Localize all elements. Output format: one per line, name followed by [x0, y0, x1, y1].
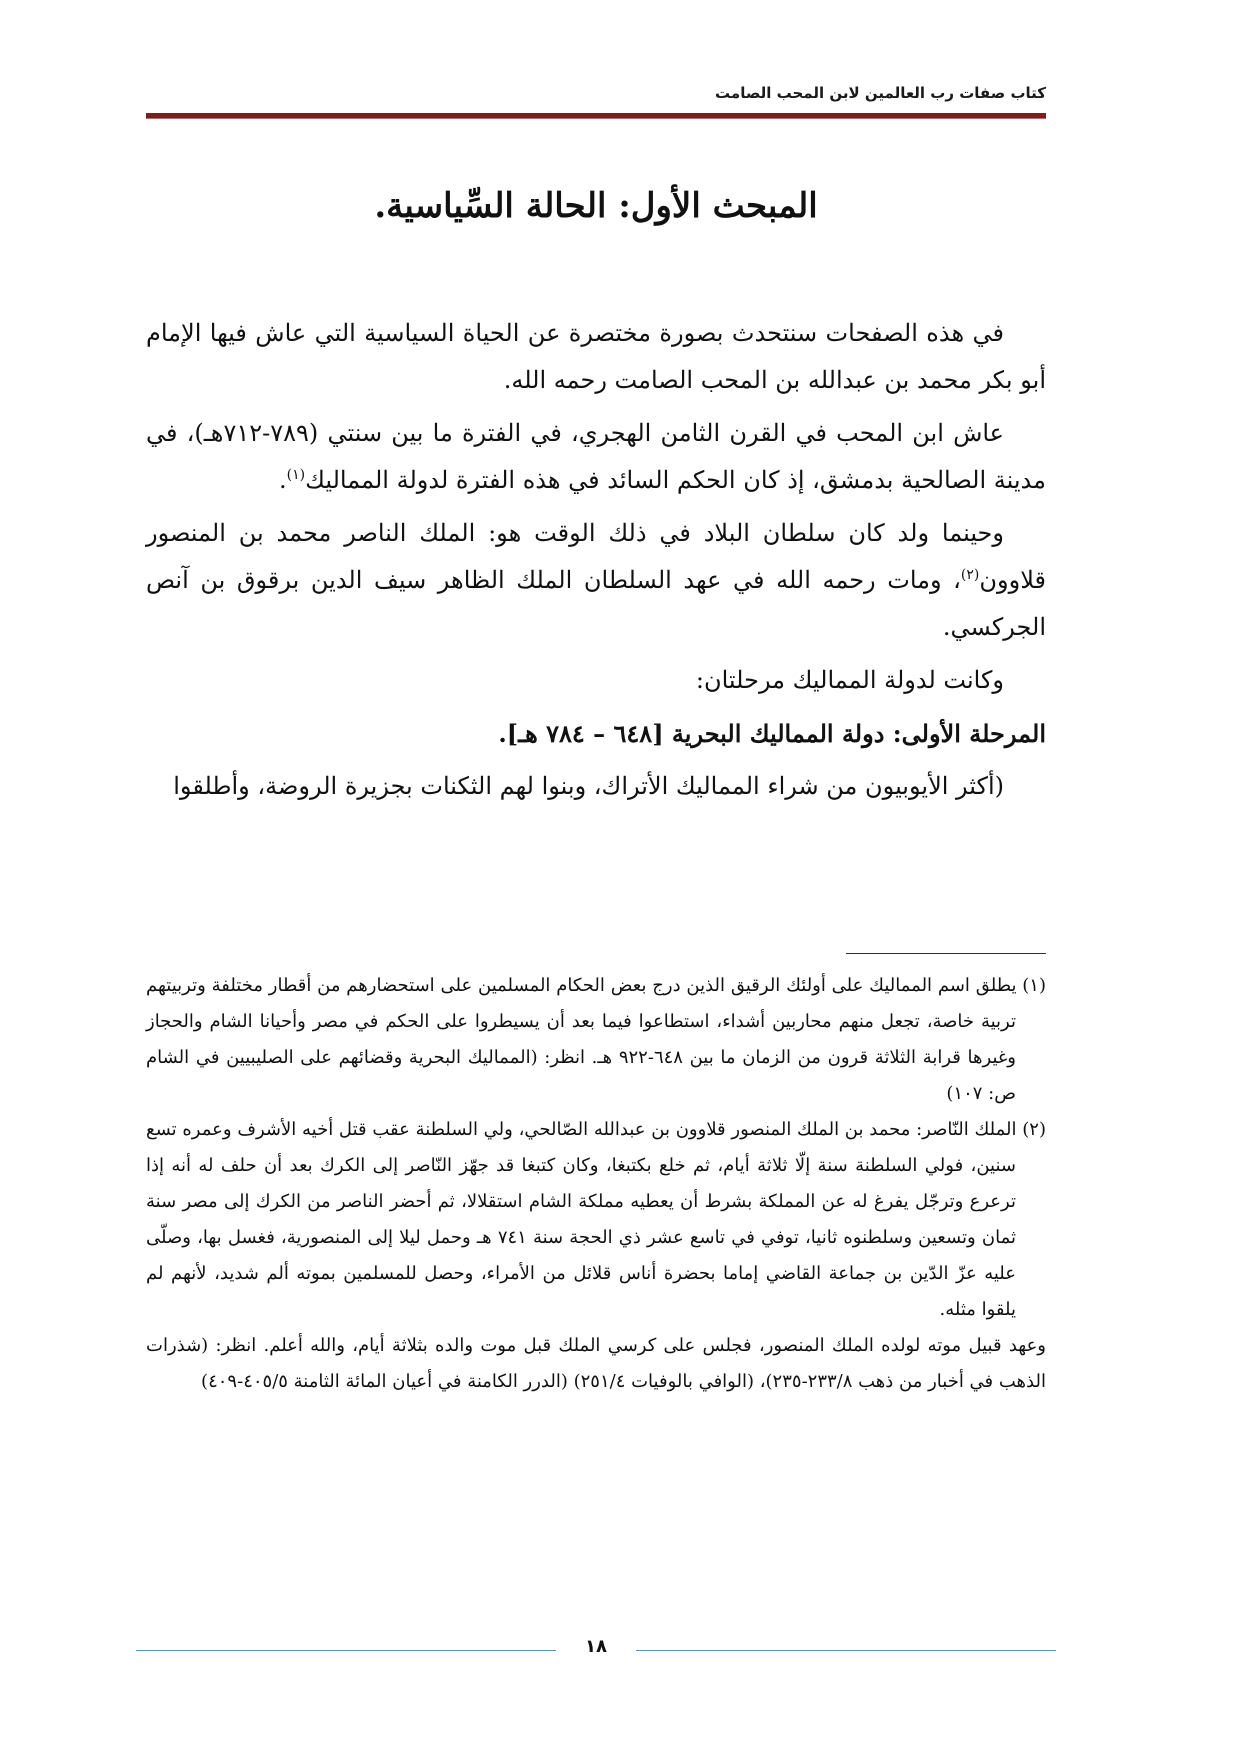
chapter-title: المبحث الأول: الحالة السِّياسية. [374, 186, 818, 226]
phase-title: دولة المماليك البحرية [٦٤٨ – ٧٨٤ هـ] [506, 719, 885, 748]
footnote-ref-1[interactable]: (١) [286, 467, 306, 483]
phase-end: . [498, 719, 507, 748]
header-rule [146, 113, 1046, 119]
footnote-ref-2[interactable]: (٢) [960, 567, 980, 583]
phase-label: المرحلة الأولى: [892, 719, 1046, 748]
phase-heading [146, 710, 1046, 757]
body-text [146, 310, 1046, 816]
page-number: ١٨ [585, 1636, 607, 1657]
footnote-2: (٢) الملك النّاصر: محمد بن الملك المنصور قلاوون بن عبدالله الصّالحي، ولي السلطنة عقب قتل أخيه الأشرف وعمره تسع سنين، فولي السلطنة سنة إلّا ثلاثة أيام، ثم خلع بكتبغا، وكان كتبغا قد جهّز النّاصر إلى الكرك بعد أن حلف له أنه إذا ترعرع وترجّل يفرغ له عن المملكة بشرط أن يعطيه مملكة الشام استقلالا، ثم أحضر الناصر من الكرك إلى مصر سنة ثمان وتسعين وسلطنوه ثانيا، توفي في تاسع عشر ذي الحجة سنة ٧٤١ هـ وحمل ليلا إلى المنصورية، فغسل بها، وصلّى عليه عزّ الدّين بن جماعة القاضي إماما بحضرة أناس قلائل من الأمراء، وحصل للمسلمين بموته ألم شديد، لأنهم لم يلقوا مثله. [146, 1119, 1046, 1320]
paragraph-ayyubids: (أكثر الأيوبيون من شراء المماليك الأتراك، وبنوا لهم الثكنات بجزيرة الروضة، وأطلقوا [173, 772, 1004, 800]
paragraph-life [146, 410, 1046, 504]
footnote-2-continued: وعهد قبيل موته لولده الملك المنصور، فجلس على كرسي الملك قبل موت والده بثلاثة أيام، والله أعلم. انظر: (شذرات الذهب في أخبار من ذهب ٢٣٣/٨-٢٣٥)، (الوافي بالوفيات ٢٥١/٤) (الدرر الكامنة في أعيان المائة الثامنة ٤٠٥/٥-٤٠٩) [146, 1335, 1046, 1392]
paragraph-phases: وكانت لدولة المماليك مرحلتان: [695, 666, 1004, 694]
paragraph-life-text: عاش ابن المحب في القرن الثامن الهجري، في الفترة ما بين سنتي (٧٨٩-٧١٢هـ)، في مدينة الصالحية بدمشق، إذ كان الحكم السائد في هذه الفترة لدولة المماليك [146, 419, 1046, 494]
paragraph-sultan-text: وحينما ولد كان سلطان البلاد في ذلك الوقت هو: الملك الناصر محمد بن المنصور قلاوون [146, 519, 1046, 594]
footnote-separator [846, 953, 1046, 954]
running-header: كتاب صفات رب العالمين لابن المحب الصامت [715, 84, 1046, 102]
paragraph-intro: في هذه الصفحات سنتحدث بصورة مختصرة عن الحياة السياسية التي عاش فيها الإمام أبو بكر محمد بن عبدالله بن المحب الصامت رحمه الله. [146, 319, 1046, 394]
paragraph-sultan-end: ، ومات رحمه الله في عهد السلطان الملك الظاهر سيف الدين برقوق بن آنص الجركسي. [146, 566, 1046, 641]
paragraph-life-end: . [279, 466, 287, 494]
footnote-1: (١) يطلق اسم المماليك على أولئك الرقيق الذين درج بعض الحكام المسلمين على استحضارهم من أقطار مختلفة وتربيتهم تربية خاصة، تجعل منهم محاربين أشداء، استطاعوا فيما بعد أن يسيطروا على الحكم في مصر وأحيانا الشام والحجاز وغيرها قرابة الثلاثة قرون من الزمان ما بين ٦٤٨-٩٢٢ هـ. انظر: (المماليك البحرية وقضائهم على الصليبيين في الشام ص: ١٠٧) [146, 975, 1046, 1104]
footnotes [146, 968, 1046, 1400]
page-footer [146, 1636, 1046, 1680]
paragraph-sultan [146, 510, 1046, 651]
